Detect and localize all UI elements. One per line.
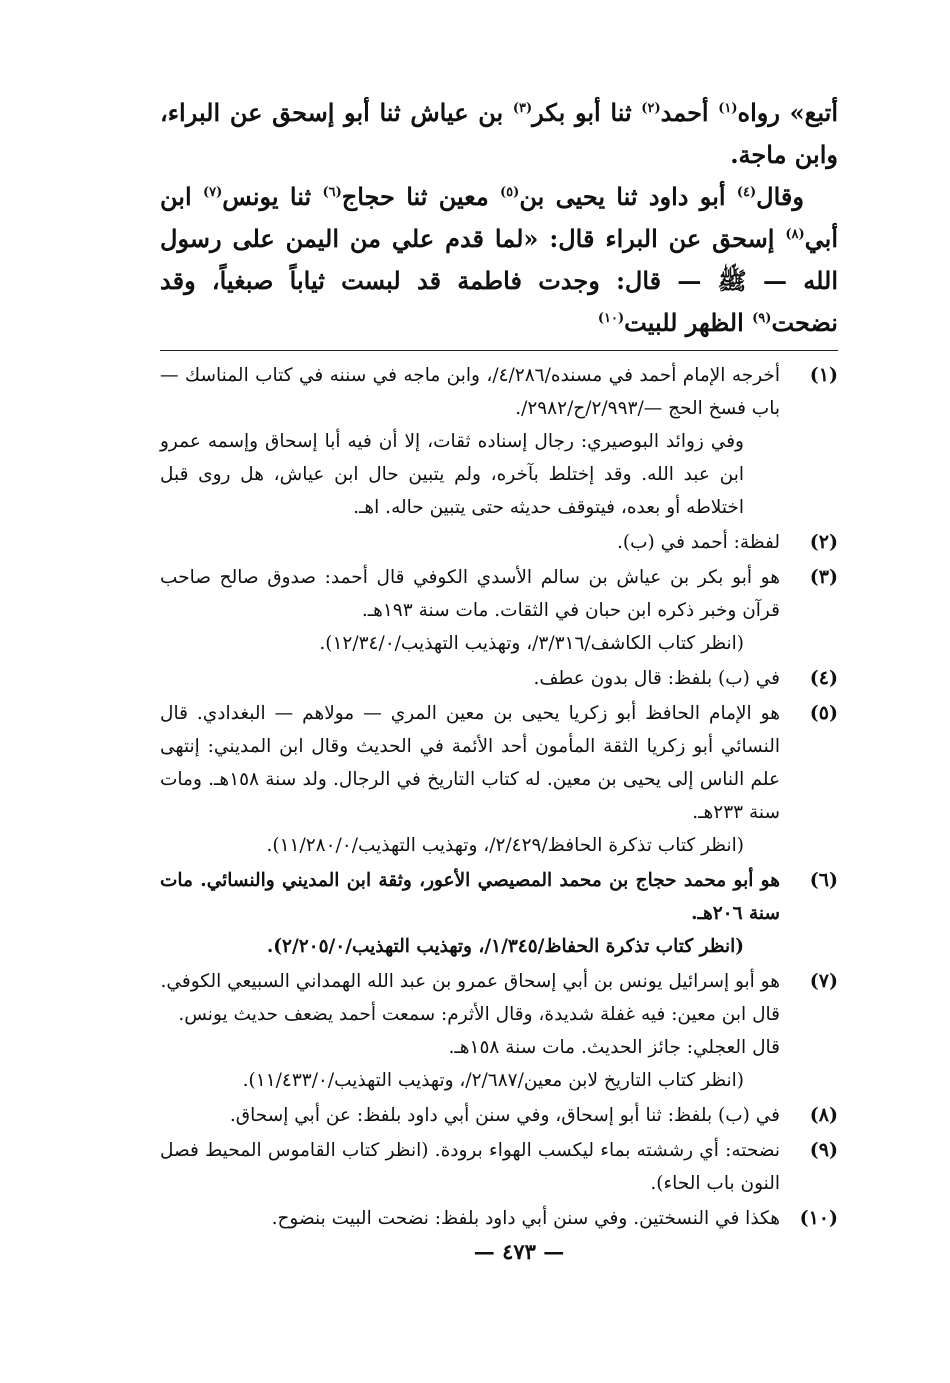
text-segment: إسحق عن البراء قال: «لما قدم علي من اليمن على رسول الله — ﷺ — قال: وجدت فاطمة قد لبست ثياباً صبغياً، وقد نضحت bbox=[160, 224, 838, 337]
footnote-ref[interactable]: (٦) bbox=[322, 185, 342, 200]
text-segment: أحمد bbox=[660, 98, 719, 127]
footnote-item bbox=[160, 359, 838, 524]
footnote-text: هكذا في النسختين. وفي سنن أبي داود بلفظ: نضحت البيت بنضوح. bbox=[271, 1208, 780, 1229]
footnote-ref[interactable]: (٢) bbox=[641, 101, 661, 116]
text-segment: بن عياش ثنا أبو إسحق عن البراء، وابن ماجة. bbox=[160, 98, 838, 169]
footnote-ref[interactable]: (٣) bbox=[512, 101, 533, 116]
footnote-divider bbox=[160, 350, 838, 351]
footnote-reference-text: (انظر كتاب التاريخ لابن معين/٢/٦٨٧/، وتهذيب التهذيب/١١/٤٣٣/٠). bbox=[242, 1070, 744, 1091]
main-text bbox=[160, 92, 838, 344]
footnote-number: (٥) bbox=[809, 702, 838, 724]
footnote-number: (٧) bbox=[809, 970, 838, 992]
footnote-number: (١٠) bbox=[799, 1207, 838, 1229]
footnote-text: لفظة: أحمد في (ب). bbox=[617, 532, 780, 553]
footnote-text: نضحته: أي رششته بماء ليكسب الهواء برودة. (انظر كتاب القاموس المحيط فصل النون باب الحاء). bbox=[160, 1140, 780, 1194]
footnote-reference-text: (انظر كتاب الكاشف/٣/٣١٦/، وتهذيب التهذيب/١٢/٣٤/٠). bbox=[319, 633, 744, 654]
text-segment: الظهر للبيت bbox=[624, 308, 753, 337]
footnote-text: هو الإمام الحافظ أبو زكريا يحيى بن معين المري — مولاهم — البغدادي. قال النسائي أبو زكريا الثقة المأمون أحد الأئمة في الحديث وقال ابن المديني: إنتهى علم الناس إلى يحيى بن معين. له كتاب التاريخ في الرجال. ولد سنة ١٥٨هـ. ومات سنة ٢٣٣هـ. bbox=[160, 703, 780, 823]
text-segment: ثنا يونس bbox=[222, 182, 323, 211]
footnote-ref[interactable]: (٤) bbox=[736, 185, 757, 200]
footnote-text: قال ابن معين: فيه غفلة شديدة، وقال الأثرم: سمعت أحمد يضعف حديث يونس. bbox=[178, 1004, 780, 1025]
footnote-text: في (ب) بلفظ: قال بدون عطف. bbox=[533, 668, 780, 689]
footnote-ref[interactable]: (١) bbox=[718, 101, 738, 116]
footnote-ref[interactable]: (٧) bbox=[202, 185, 223, 200]
footnote-number: (٣) bbox=[809, 566, 838, 588]
footnote-reference-text: (انظر كتاب تذكرة الحافظ/٢/٤٢٩/، وتهذيب التهذيب/١١/٢٨٠/٠). bbox=[266, 835, 744, 856]
text-segment: ابن أبي bbox=[160, 182, 839, 253]
footnote-text: قال العجلي: جائز الحديث. مات سنة ١٥٨هـ. bbox=[448, 1037, 780, 1058]
text-segment: أبو داود ثنا يحيى بن bbox=[519, 182, 737, 211]
footnote-number: (٩) bbox=[809, 1139, 838, 1161]
footnote-text: هو أبو بكر بن عياش بن سالم الأسدي الكوفي قال أحمد: صدوق صالح صاحب قرآن وخبر ذكره ابن حبان في الثقات. مات سنة ١٩٣هـ. bbox=[160, 567, 780, 621]
main-paragraph-2 bbox=[160, 176, 838, 344]
footnote-item bbox=[160, 697, 838, 862]
footnote-number: (٦) bbox=[809, 869, 838, 891]
footnote-number: (٨) bbox=[809, 1104, 838, 1126]
footnote-item bbox=[160, 662, 838, 695]
footnote-number: (٢) bbox=[809, 531, 838, 553]
footnote-text: هو أبو إسرائيل يونس بن أبي إسحاق عمرو بن عبد الله الهمداني السبيعي الكوفي. bbox=[160, 971, 780, 992]
text-segment: معين ثنا حجاج bbox=[341, 182, 501, 211]
page-number: — ٤٧٣ — bbox=[473, 1239, 565, 1264]
footnote-text: أخرجه الإمام أحمد في مسنده/٤/٢٨٦/، وابن ماجه في سننه في كتاب المناسك — باب فسخ الحج —/٢/٩٩٣/ح/٢٩٨٢/. bbox=[160, 365, 780, 419]
main-paragraph-1 bbox=[160, 92, 838, 176]
footnote-item bbox=[160, 1099, 838, 1132]
footnote-reference-text: وفي زوائد البوصيري: رجال إسناده ثقات، إلا أن فيه أبا إسحاق وإسمه عمرو ابن عبد الله. وقد إختلط بآخره، ولم يتبين حال ابن عياش، هل روى قبل اختلاطه أو بعده، فيتوقف حديثه حتى يتبين حاله. اهـ. bbox=[160, 431, 744, 518]
footnote-item bbox=[160, 1134, 838, 1200]
footnote-item bbox=[160, 561, 838, 660]
footnote-number: (٤) bbox=[809, 667, 838, 689]
footnote-item bbox=[160, 864, 838, 963]
text-segment: وقال bbox=[756, 182, 804, 211]
footnote-item bbox=[160, 526, 838, 559]
text-segment: ثنا أبو بكر bbox=[532, 98, 642, 127]
footnote-number: (١) bbox=[809, 364, 838, 386]
footnote-item bbox=[160, 1202, 838, 1235]
footnote-ref[interactable]: (٨) bbox=[785, 227, 805, 242]
footnote-reference-text: (انظر كتاب تذكرة الحفاظ/١/٣٤٥/، وتهذيب التهذيب/٢/٢٠٥/٠). bbox=[266, 936, 744, 957]
footnote-text: هو أبو محمد حجاج بن محمد المصيصي الأعور، وثقة ابن المديني والنسائي. مات سنة ٢٠٦هـ. bbox=[160, 870, 780, 924]
footnote-ref[interactable]: (١٠) bbox=[597, 311, 625, 326]
footnote-item bbox=[160, 965, 838, 1097]
footnote-ref[interactable]: (٥) bbox=[500, 185, 520, 200]
footnote-text: في (ب) بلفظ: ثنا أبو إسحاق، وفي سنن أبي داود بلفظ: عن أبي إسحاق. bbox=[229, 1105, 780, 1126]
footnotes-section bbox=[160, 359, 838, 1235]
footnote-ref[interactable]: (٩) bbox=[752, 311, 772, 326]
text-segment: أتبع» رواه bbox=[737, 98, 838, 127]
